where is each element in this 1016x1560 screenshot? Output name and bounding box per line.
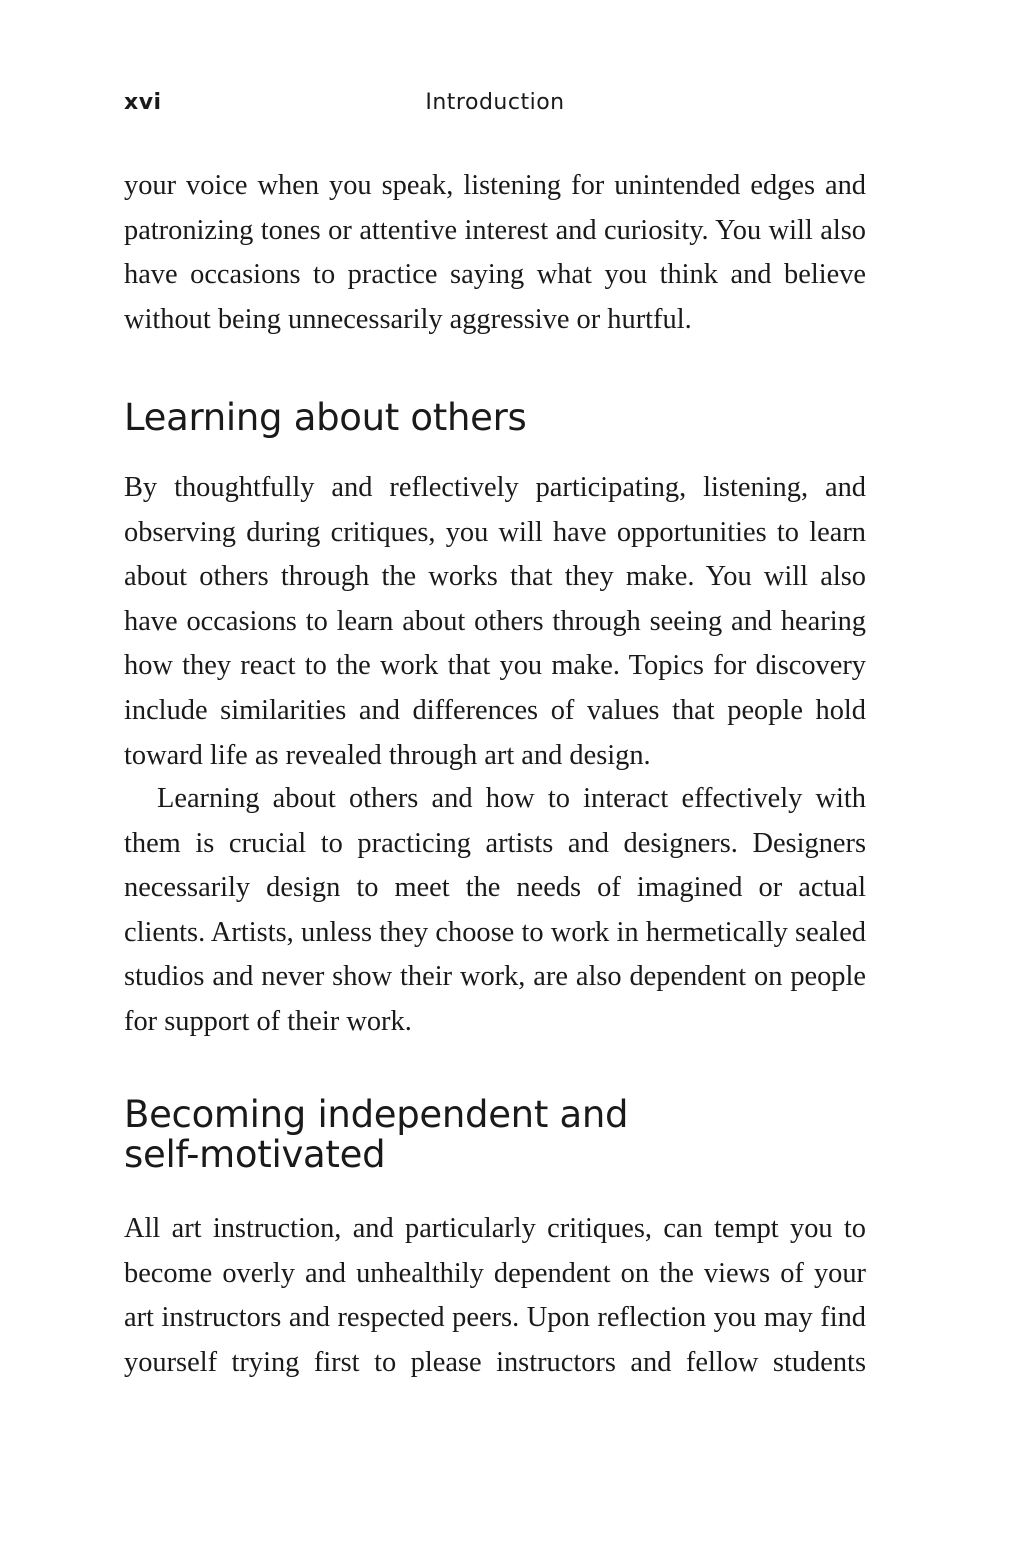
intro-continuation-paragraph: your voice when you speak, listening for unintended edges and patronizing tones or attentive interest and curiosity. You will also have occasions to practice saying what you think and believe without being unnecessarily aggressive or hurtful.	[124, 170, 866, 335]
page-number: xvi	[124, 90, 162, 115]
running-head	[124, 86, 866, 120]
heading-line-1: Becoming independent and	[124, 1093, 629, 1136]
heading-line-2: self-motivated	[124, 1133, 386, 1176]
learning-paragraph-1: By thoughtfully and reflectively participating, listening, and observing during critiques, you will have opportunities to learn about others through the works that they make. You will also have occasions to learn about others through seeing and hearing how they react to the work that you make. Topics for discovery include similarities and differences of values that people hold toward life as revealed through art and design.	[124, 472, 866, 771]
section-heading-learning-about-others: Learning about others	[124, 396, 527, 439]
running-title: Introduction	[425, 90, 565, 115]
section-heading-becoming-independent	[124, 1095, 866, 1175]
independent-paragraph-1: All art instruction, and particularly critiques, can tempt you to become overly and unhealthily dependent on the views of your art instructors and respected peers. Upon reflection you may find yourself trying first to please instructors and fellow students	[124, 1213, 866, 1378]
learning-paragraph-2: Learning about others and how to interact effectively with them is crucial to practicing artists and designers. Designers necessarily design to meet the needs of imagined or actual clients. Artists, unless they choose to work in hermetically sealed studios and never show their work, are also dependent on people for support of their work.	[124, 783, 866, 1037]
